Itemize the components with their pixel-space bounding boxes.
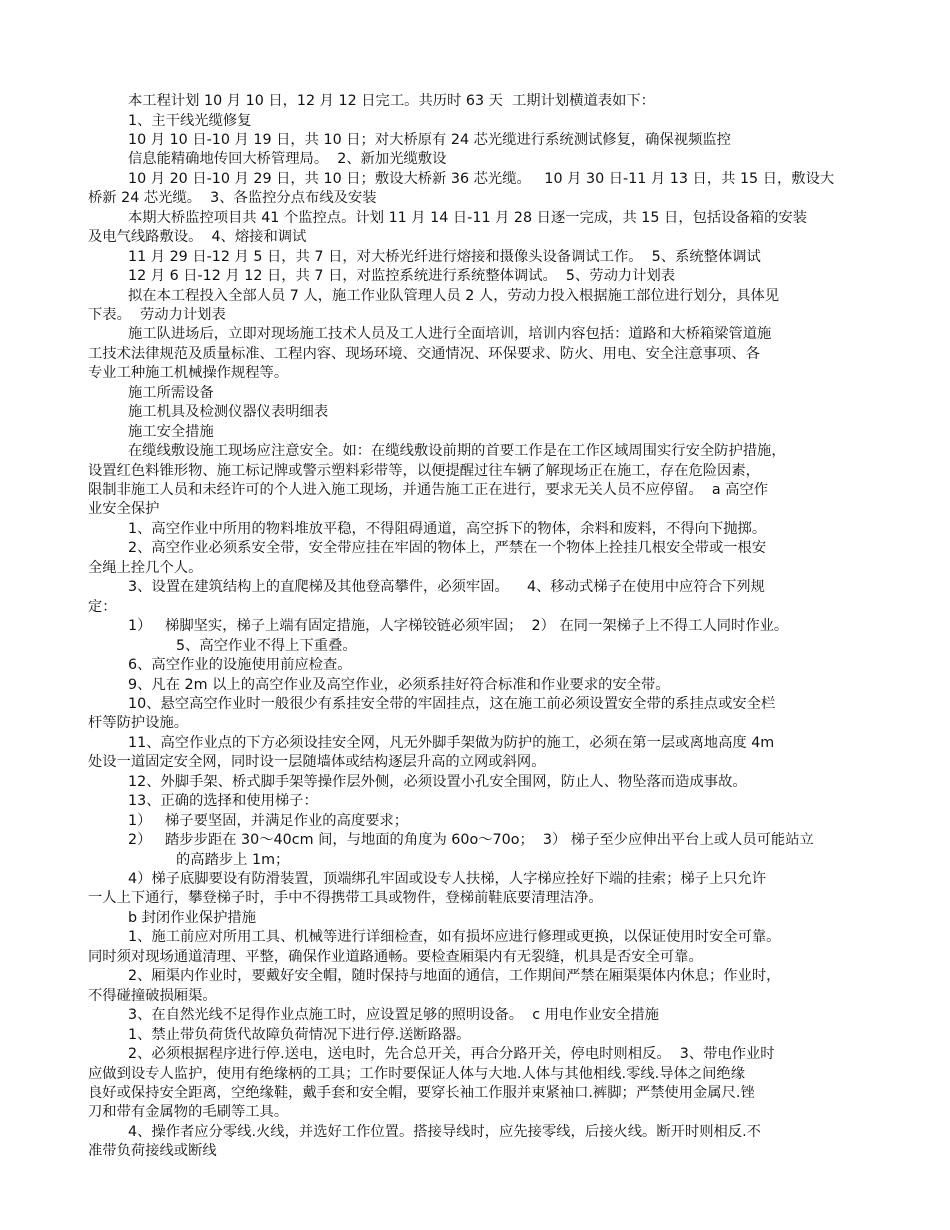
text-line: 桥新 24 芯光缆。 3、各监控分点布线及安装 — [88, 190, 377, 207]
text-line: 施工所需设备 — [128, 384, 214, 401]
text-line: 施工队进场后，立即对现场施工技术人员及工人进行全面培训，培训内容包括：道路和大桥箱梁管道施 — [128, 326, 772, 343]
text-line: 6、高空作业的设施使用前应检查。 — [128, 657, 352, 673]
text-line: 9、凡在 2m 以上的高空作业及高空作业，必须系挂好符合标准和作业要求的安全带。 — [128, 676, 670, 693]
text-line: 1、施工前应对所用工具、机械等进行详细检查，如有损坏应进行修理或更换，以保证使用时安全可靠。 — [128, 929, 781, 946]
text-line: 杆等防护设施。 — [88, 715, 189, 732]
text-line: 4）梯子底脚要设有防滑装置，顶端绑孔牢固或设专人扶梯，人字梯应拴好下端的挂索；梯子上只允许 — [128, 871, 767, 887]
text-line: 专业工种施工机械操作规程等。 — [88, 365, 289, 382]
text-line: 全绳上拴几个人。 — [88, 559, 203, 576]
text-line: 同时须对现场通道清理、平整，确保作业道路通畅。要检查厢渠内有无裂缝，机具是否安全可靠。 — [88, 948, 703, 965]
text-line: 不得碰撞破损厢渠。 — [88, 987, 217, 1004]
text-line: 信息能精确地传回大桥管理局。 2、新加光缆敷设 — [128, 151, 447, 168]
text-line: 11、高空作业点的下方必须设挂安全网，凡无外脚手架做为防护的施工，必须在第一层或离地高度 4m — [128, 734, 775, 751]
text-line: 限制非施工人员和未经许可的个人进入施工现场，并通告施工正在进行，要求无关人员不应停留。 a 高空作 — [88, 482, 769, 498]
text-line: 11 月 29 日-12 月 5 日，共 7 日，对大桥光纤进行熔接和摄像头设备调试工作。 5、系统整体调试 — [128, 248, 761, 265]
text-line: 12 月 6 日-12 月 12 日，共 7 日，对监控系统进行系统整体调试。 5、劳动力计划表 — [128, 268, 676, 284]
text-line: 2、必须根据程序进行停.送电，送电时，先合总开关，再合分路开关，停电时则相反。 3、带电作业时 — [128, 1046, 775, 1062]
text-line: 施工机具及检测仪器仪表明细表 — [128, 404, 329, 421]
text-line: 10 月 10 日-10 月 19 日，共 10 日；对大桥原有 24 芯光缆进行系统测试修复，确保视频监控 — [128, 131, 731, 148]
text-line: 定： — [88, 598, 117, 615]
text-line: 本工程计划 10 月 10 日，12 月 12 日完工。共历时 63 天 工期计划横道表如下： — [128, 93, 655, 109]
text-line: 业安全保护 — [88, 501, 160, 518]
text-line: 2、高空作业必须系安全带，安全带应挂在牢固的物体上，严禁在一个物体上拴挂几根安全带或一根安 — [128, 540, 767, 557]
text-line: 本期大桥监控项目共 41 个监控点。计划 11 月 14 日-11 月 28 日逐一完成，共 15 日，包括设备箱的安装 — [128, 209, 807, 226]
text-line: 13、正确的选择和使用梯子： — [128, 793, 318, 810]
text-line: 的高踏步上 1m； — [176, 851, 290, 868]
text-line: 拟在本工程投入全部人员 7 人，施工作业队管理人员 2 人，劳动力投入根据施工部位进行划分，具体见 — [128, 287, 780, 304]
text-line: 5、高空作业不得上下重叠。 — [176, 637, 357, 654]
text-line: 刀和带有金属物的毛刷等工具。 — [88, 1104, 289, 1121]
text-line: 处设一道固定安全网，同时设一层随墙体或结构逐层升高的立网或斜网。 — [88, 754, 546, 771]
text-line: 在缆线敷设施工现场应注意安全。如：在缆线敷设前期的首要工作是在工作区域周围实行安全防护措施， — [128, 443, 786, 460]
text-line: b 封闭作业保护措施 — [128, 909, 256, 926]
text-line: 下表。 劳动力计划表 — [88, 306, 226, 323]
text-line: 1、高空作业中所用的物料堆放平稳，不得阻碍通道，高空拆下的物体，余料和废料，不得向下抛掷。 — [128, 520, 767, 537]
text-line: 10 月 20 日-10 月 29 日，共 10 日；敷设大桥新 36 芯光缆。 10 月 30 日-11 月 13 日，共 15 日，敷设大 — [128, 170, 835, 187]
text-line: 4、操作者应分零线.火线，并选好工作位置。搭接导线时，应先接零线，后接火线。断开时则相反.不 — [128, 1123, 761, 1140]
text-line: 2、厢渠内作业时，要戴好安全帽，随时保持与地面的通信，工作期间严禁在厢渠渠体内休息；作业时， — [128, 968, 781, 985]
text-line: 及电气线路敷设。 4、熔接和调试 — [88, 229, 307, 246]
text-line: 12、外脚手架、桥式脚手架等操作层外侧，必须设置小孔安全围网，防止人、物坠落而造成事故。 — [128, 773, 747, 790]
text-line: 3、设置在建筑结构上的直爬梯及其他登高攀件，必须牢固。 4、移动式梯子在使用中应符合下列规 — [128, 579, 765, 596]
text-line: 应做到设专人监护，使用有绝缘柄的工具；工作时要保证人体与大地.人体与其他相线.零线.导体之间绝缘 — [88, 1065, 745, 1082]
text-line: 一人上下通行，攀登梯子时，手中不得携带工具或物件，登梯前鞋底要清理洁净。 — [88, 890, 603, 907]
text-line: 1） 梯脚坚实，梯子上端有固定措施，人字梯铰链必须牢固； 2） 在同一架梯子上不得工人同时作业。 — [128, 618, 789, 635]
text-line: 工技术法律规范及质量标准、工程内容、现场环境、交通情况、环保要求、防火、用电、安全注意事项、各 — [88, 345, 760, 362]
text-line: 施工安全措施 — [128, 423, 214, 440]
text-line: 良好或保持安全距离，空绝缘鞋，戴手套和安全帽，要穿长袖工作服并束紧袖口.裤脚；严禁使用金属尺.锉 — [88, 1084, 755, 1101]
text-line: 准带负荷接线或断线 — [88, 1143, 217, 1160]
text-line: 设置红色料锥形物、施工标记牌或警示塑料彩带等，以便提醒过往车辆了解现场正在施工，存在危险因素， — [88, 462, 760, 479]
text-line: 2） 踏步步距在 30～40cm 间，与地面的角度为 60o～70o； 3） 梯子至少应伸出平台上或人员可能站立 — [128, 832, 814, 849]
text-line: 1、主干线光缆修复 — [128, 112, 252, 129]
text-line: 1、禁止带负荷货代故障负荷情况下进行停.送断路器。 — [128, 1026, 471, 1043]
text-line: 3、在自然光线不足得作业点施工时，应设置足够的照明设备。 c 用电作业安全措施 — [128, 1007, 659, 1024]
text-line: 1） 梯子要坚固，并满足作业的高度要求； — [128, 812, 409, 829]
text-line: 10、悬空高空作业时一般很少有系挂安全带的牢固挂点，这在施工前必须设置安全带的系挂点或安全栏 — [128, 695, 776, 712]
